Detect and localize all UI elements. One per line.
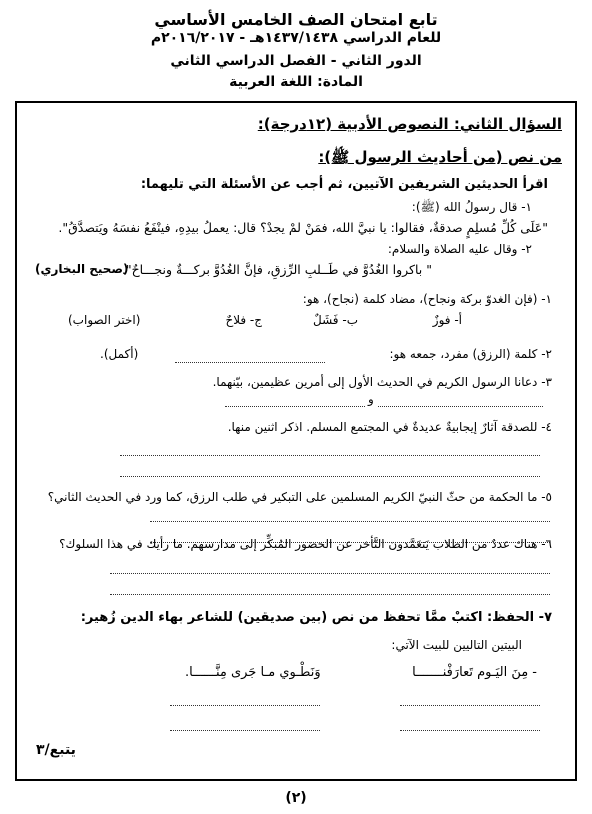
page-number: (٢) [285,790,307,806]
continue-note: يتبع/٣ [36,742,76,758]
q6-answer-line-1[interactable] [110,573,550,574]
section-title: السؤال الثاني: النصوص الأدبية (١٢درجة): [257,115,562,133]
section-subtitle: من نص (من أحاديث الرسول ﷺ): [318,148,562,166]
q1-option-c[interactable]: ج- فلاحٌ [225,313,262,327]
q5-answer-line-1[interactable] [150,521,550,522]
question-1: ١- (فإن الغدوّ بركة ونجاح)، مضاد كلمة (نجاح)، هو: [302,292,552,306]
q1-hint: (اختر الصواب) [68,313,141,327]
q2-hint: (أكمل). [100,347,139,361]
question-3: ٣- دعانا الرسول الكريم في الحديث الأول إلى أمرين عظيمين، بيّنهما. [212,375,552,389]
q3-answer-line-2[interactable] [378,406,543,407]
q1-option-a[interactable]: أ- فوزٌ [432,313,462,327]
q2-answer-line[interactable] [175,362,325,363]
question-7-title: ٧- الحفظ: اكتبْ ممَّا تحفظ من نص (بين صديقين) للشاعر بهاء الدين زُهير: [80,610,552,625]
instruction-text: اقرأ الحديثين الشريفين الآتيين، ثم أجب عن الأسئلة التي تليهما: [140,177,548,192]
exam-header-year: للعام الدراسي ١٤٣٧/١٤٣٨هـ - ٢٠١٦/٢٠١٧م [150,30,442,46]
q7-answer-line-2[interactable] [170,705,320,706]
hadith-2-text: " باكروا الغُدُوَّ في طَــلبِ الرِّزقِ، فإنَّ الغُدُوَّ بركـــةٌ ونجـــاحٌ". [121,262,432,277]
exam-header-term: الدور الثاني - الفصل الدراسي الثاني [170,53,422,69]
verse-right: - مِنَ اليَـوم تَعارَفْنـــــــا [412,665,537,680]
hadith-1-intro: ١- قال رسولُ الله (ﷺ): [411,200,532,214]
q7-answer-line-1[interactable] [400,705,540,706]
exam-header-subject: المادة: اللغة العربية [229,74,363,90]
question-5: ٥- ما الحكمة من حثّ النبيّ الكريم المسلمين على التبكير في طلب الرزق، كما ورد في الحديث الثاني؟ [47,490,552,504]
exam-header-line1: تابع امتحان الصف الخامس الأساسي [154,10,438,29]
question-6: ٦- هناك عددٌ من الطلاب يَتعَمَّدون التَّأخر عن الحضور المُبكِّر إلى مدارسهم. ما رأيك في هذا السلوك؟ [59,537,552,551]
hadith-2-intro: ٢- وقال عليه الصلاة والسلام: [387,242,532,256]
q4-answer-line-1[interactable] [120,455,540,456]
q6-answer-line-2[interactable] [110,594,550,595]
hadith-2-source: (صحيح البخاري) [35,262,129,276]
q1-option-b[interactable]: ب- فَشَلٌ [313,313,358,327]
question-4: ٤- للصدقة آثارٌ إيجابيةٌ عديدةٌ في المجتمع المسلم. اذكر اثنين منها. [227,420,552,434]
q7-answer-line-3[interactable] [400,730,540,731]
question-2: ٢- كلمة (الرزق) مفرد، جمعه هو: [389,347,552,361]
hadith-1-text: "عَلَى كُلِّ مُسلِمٍ صدقةٌ، فقالوا: يا نبيَّ الله، فمَنْ لمْ يجدْ؟ قال: يعملُ بيدِهِ، فينْفَعُ نفسَهُ ويَتصدَّقُ". [58,220,548,235]
question-7-sub: البيتين التاليين للبيت الآتي: [391,638,522,652]
q7-answer-line-4[interactable] [170,730,320,731]
q3-answer-line-1[interactable] [225,406,365,407]
q3-and: و [368,392,374,406]
q4-answer-line-2[interactable] [120,476,540,477]
verse-left: وَنَطْـوي مـا جَرى مِنَّــــــا. [185,665,321,680]
